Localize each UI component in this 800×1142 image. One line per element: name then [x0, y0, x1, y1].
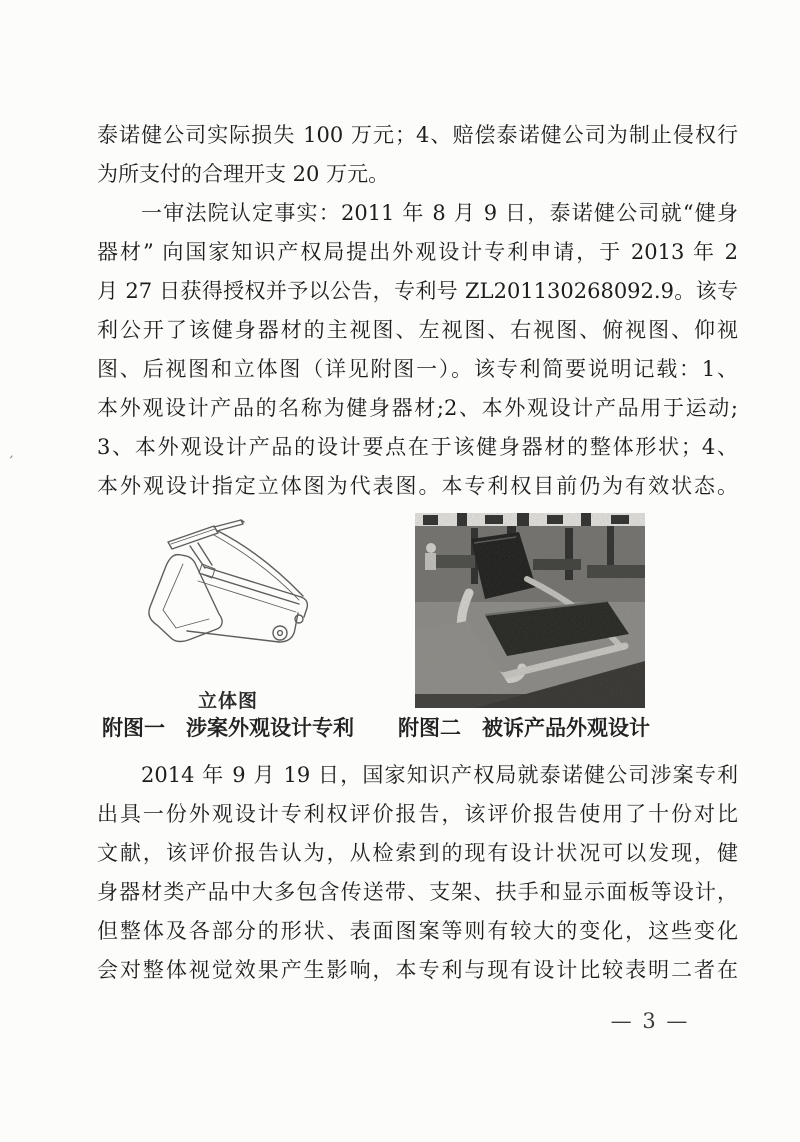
text-line: 但整体及各部分的形状、表面图案等则有较大的变化，这些变化 — [97, 919, 738, 943]
text-line: 2014 年 9 月 19 日，国家知识产权局就泰诺健公司涉案专利 — [141, 763, 738, 787]
text-line: 泰诺健公司实际损失 100 万元；4、赔偿泰诺健公司为制止侵权行 — [97, 123, 738, 147]
figure1-label: 附图一 涉案外观设计专利 — [102, 715, 354, 740]
figures-row — [0, 510, 800, 715]
text-line: 器材” 向国家知识产权局提出外观设计专利申请，于 2013 年 2 — [97, 240, 738, 264]
body-text-block-2 — [97, 756, 738, 990]
text-line: 本外观设计指定立体图为代表图。本专利权目前仍为有效状态。 — [97, 474, 738, 498]
text-line: 图、后视图和立体图（详见附图一）。该专利简要说明记载：1、 — [97, 357, 738, 381]
text-line: 出具一份外观设计专利权评价报告，该评价报告使用了十份对比 — [97, 802, 738, 826]
page-number: — 3 — — [610, 1009, 690, 1033]
text-line: 身器材类产品中大多包含传送带、支架、扶手和显示面板等设计， — [97, 880, 738, 904]
figure-labels-row — [0, 712, 800, 744]
figure2-label: 附图二 被诉产品外观设计 — [398, 715, 650, 740]
figure-patent-line-drawing — [138, 516, 328, 712]
figure-accused-product-photo — [415, 513, 645, 708]
text-line: 利公开了该健身器材的主视图、左视图、右视图、俯视图、仰视 — [97, 318, 738, 342]
text-line: 一审法院认定事实：2011 年 8 月 9 日，泰诺健公司就“健身 — [141, 201, 738, 225]
treadmill-photo — [415, 513, 645, 708]
text-line: 本外观设计产品的名称为健身器材;2、本外观设计产品用于运动; — [97, 396, 738, 420]
text-line: 3、本外观设计产品的设计要点在于该健身器材的整体形状；4、 — [97, 435, 738, 459]
text-line: 月 27 日获得授权并予以公告，专利号 ZL201130268092.9。该专 — [97, 279, 738, 303]
text-line: 为所支付的合理开支 20 万元。 — [97, 162, 390, 186]
drawing-caption: 立体图 — [198, 690, 259, 712]
treadmill-line-drawing — [138, 516, 328, 682]
text-line: 文献，该评价报告认为，从检索到的现有设计状况可以发现，健 — [97, 841, 738, 865]
body-text-block-1 — [97, 116, 738, 506]
scan-artifact: ‚ — [8, 445, 16, 462]
text-line: 会对整体视觉效果产生影响，本专利与现有设计比较表明二者在 — [97, 958, 738, 982]
